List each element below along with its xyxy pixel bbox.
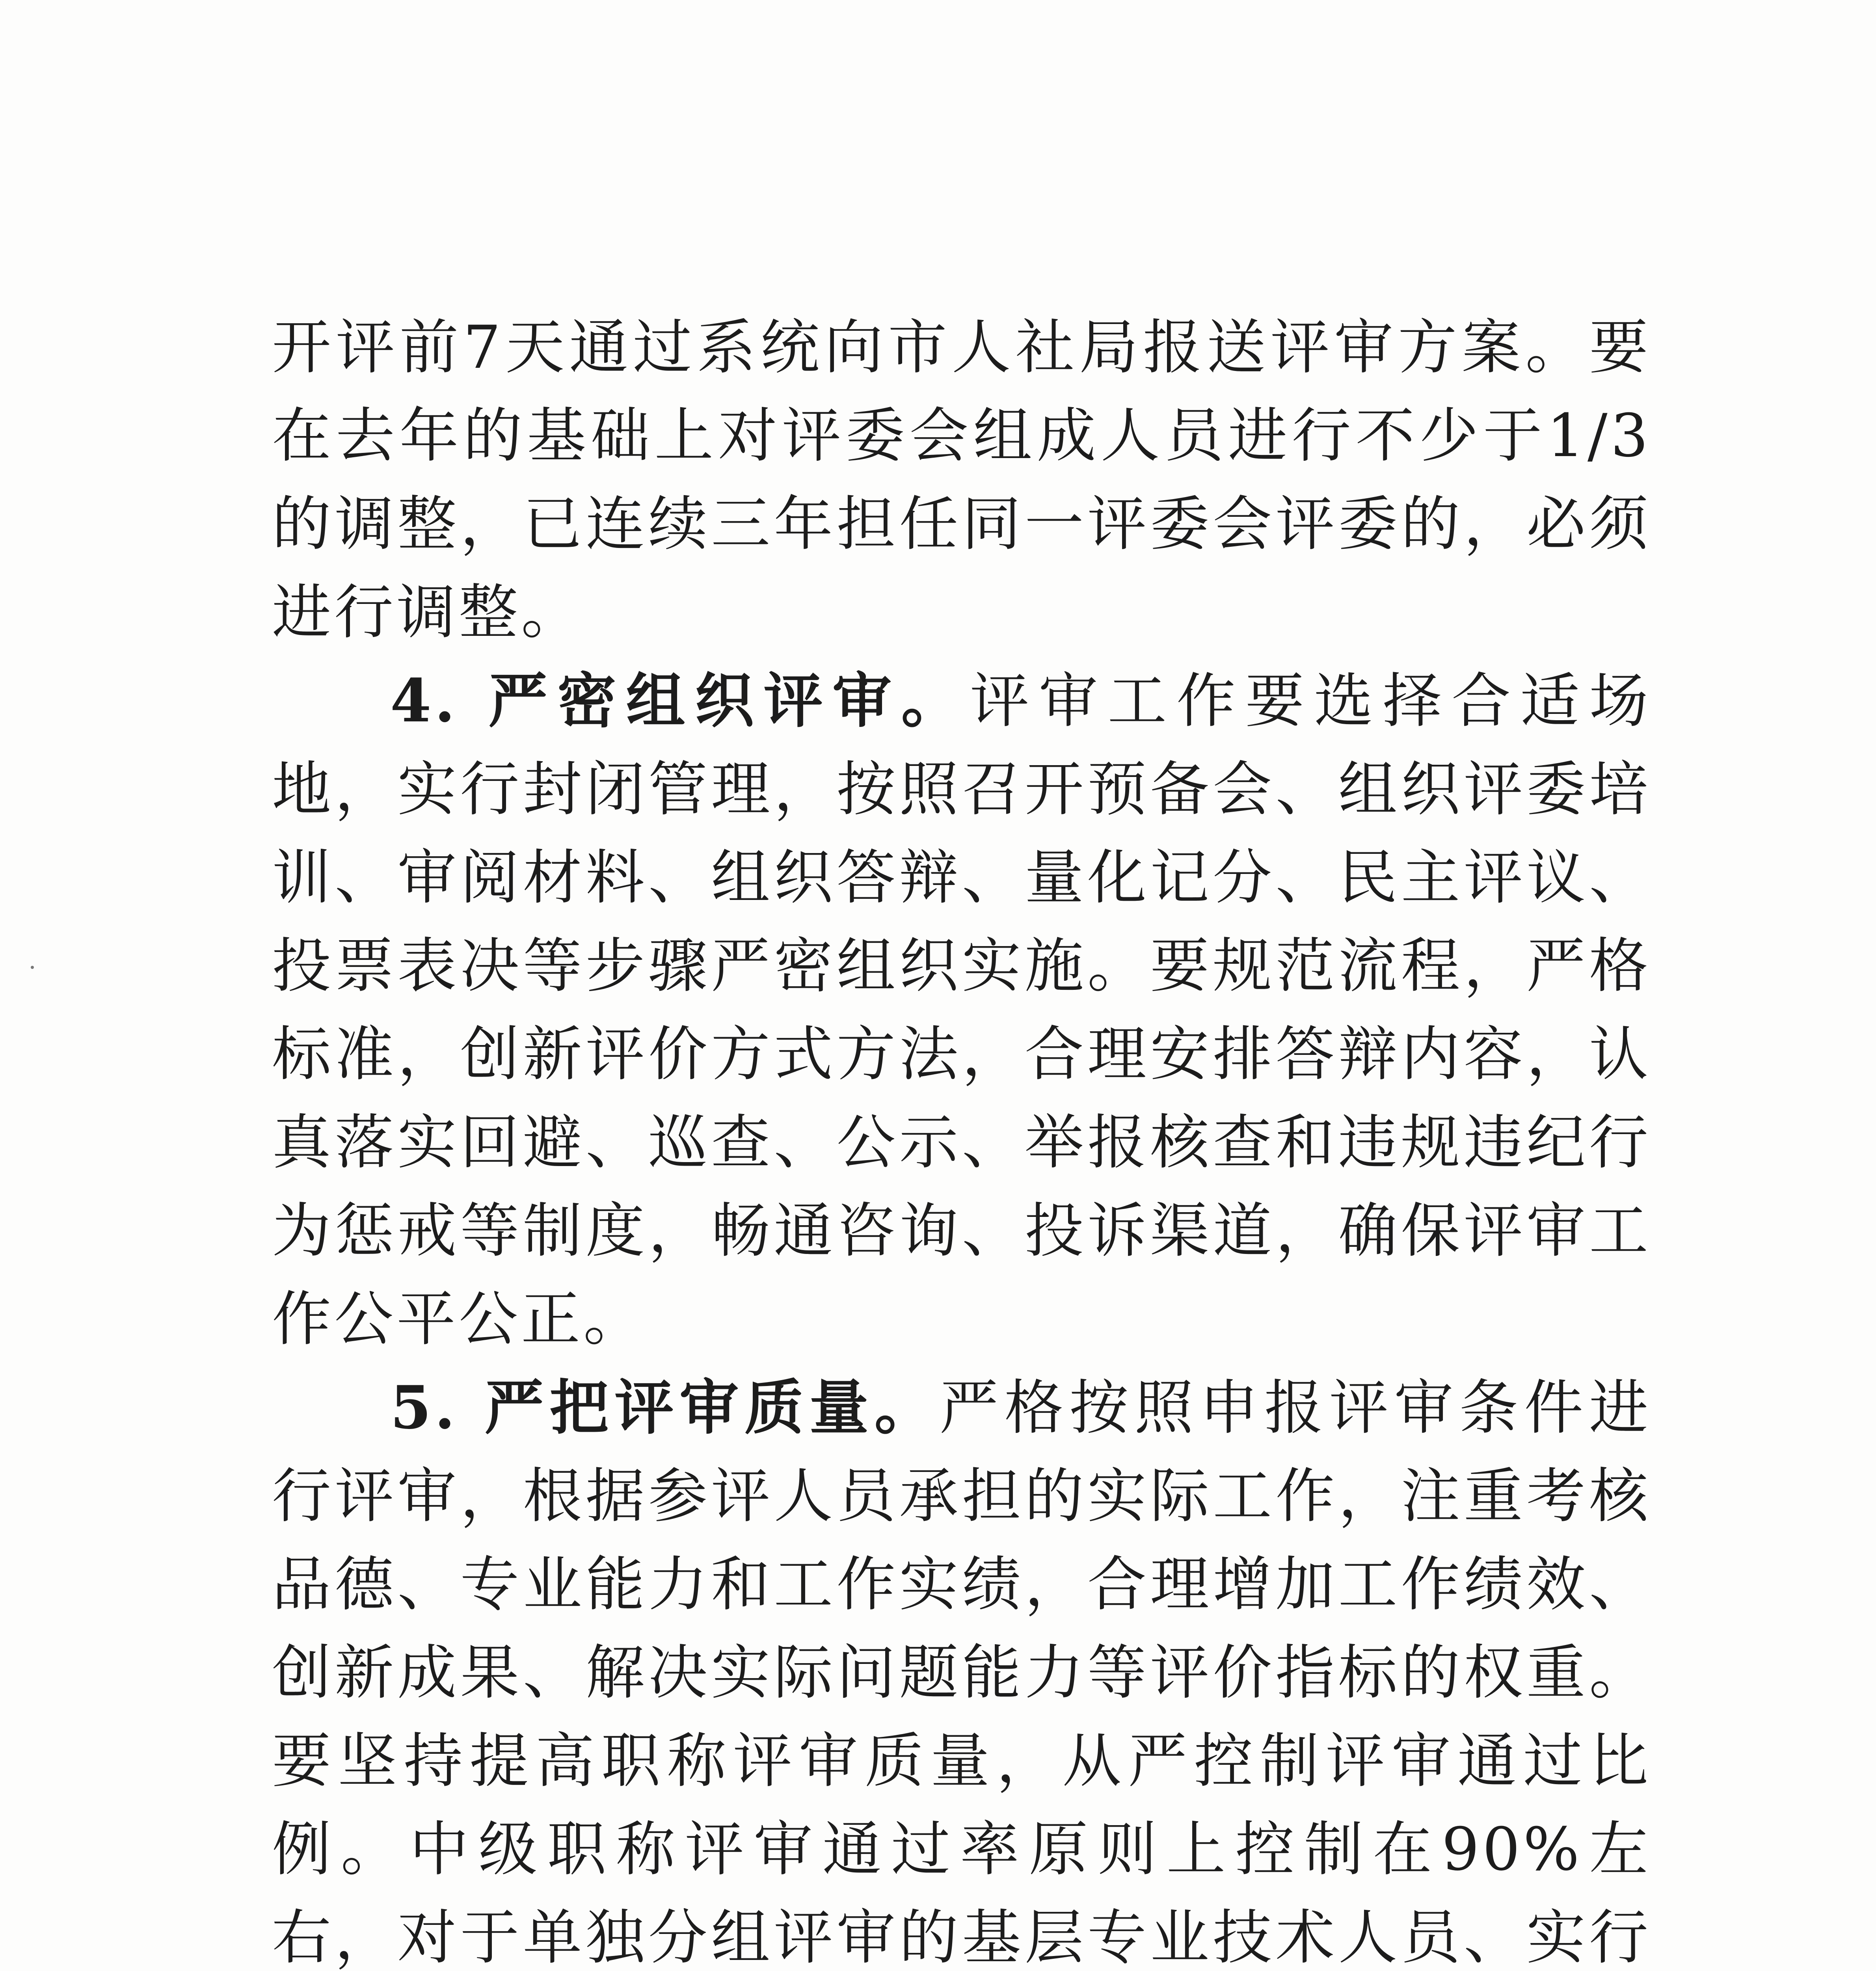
- paragraph-item-4: [272, 657, 1651, 1364]
- scan-speck: [31, 966, 34, 969]
- paragraph-item-5: [272, 1364, 1651, 1971]
- paragraph-lead: 4. 严密组织评审。: [390, 666, 970, 736]
- paragraph-text: 开评前7天通过系统向市人社局报送评审方案。要在去年的基础上对评委会组成人员进行不少于1/3的调整，已连续三年担任同一评委会评委的，必须进行调整。: [272, 313, 1651, 647]
- paragraph-text: 评审工作要选择合适场地，实行封闭管理，按照召开预备会、组织评委培训、审阅材料、组织答辩、量化记分、民主评议、投票表决等步骤严密组织实施。要规范流程，严格标准，创新评价方式方法，合理安排答辩内容，认真落实回避、巡查、公示、举报核查和违规违纪行为惩戒等制度，畅通咨询、投诉渠道，确保评审工作公平公正。: [272, 667, 1651, 1354]
- paragraph-text: 严格按照申报评审条件进行评审，根据参评人员承担的实际工作，注重考核品德、专业能力和工作实绩，合理增加工作绩效、创新成果、解决实际问题能力等评价指标的权重。要坚持提高职称评审质量，从严控制评审通过比例。中级职称评审通过率原则上控制在90%左右，对于单独分组评审的基层专业技术人员、实行: [272, 1374, 1651, 1971]
- paragraph-continuation: [272, 304, 1651, 657]
- body-text: [272, 304, 1651, 1971]
- paragraph-lead: 5. 严把评审质量。: [390, 1373, 940, 1442]
